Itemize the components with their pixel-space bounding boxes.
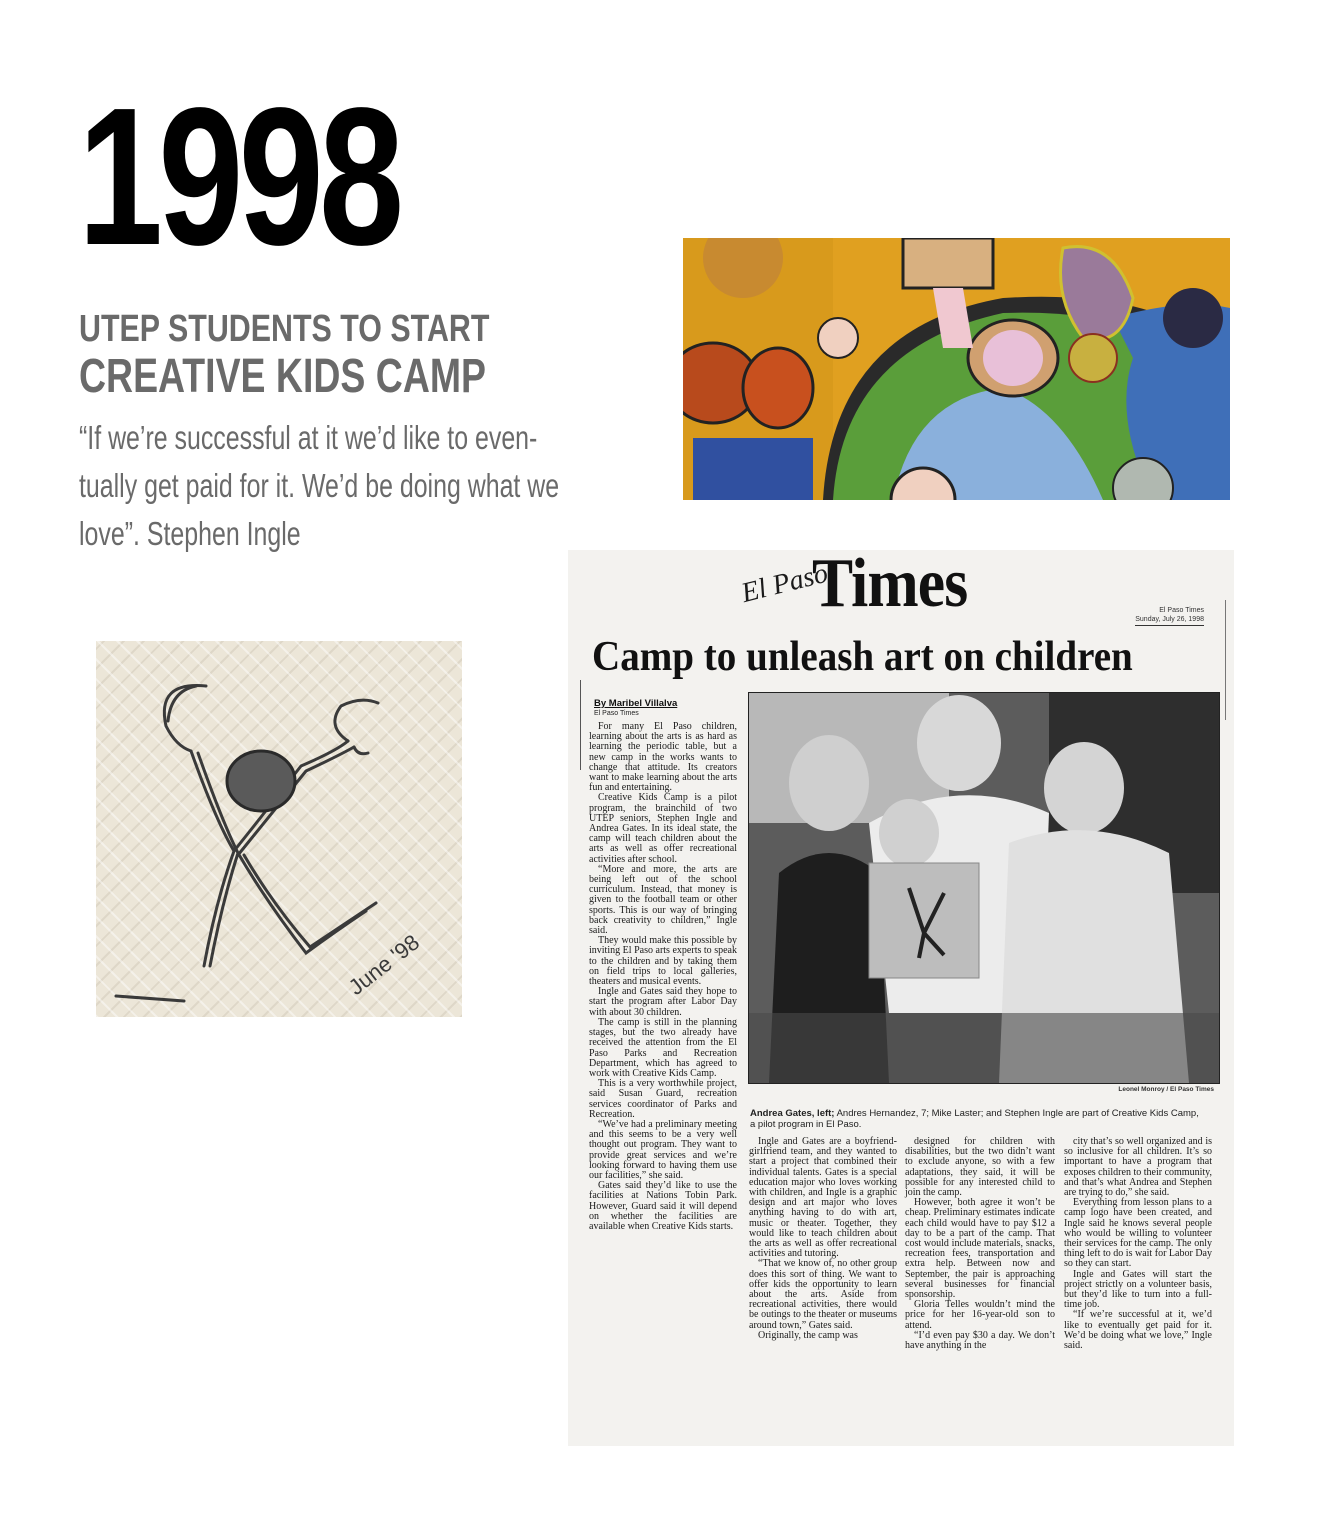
story-kicker: UTEP STUDENTS TO START [79,308,490,350]
quote-line: “If we’re successful at it we’d like to even- [79,419,538,456]
article-paragraph: “We’ve had a preliminary meeting and this seems to be a very well thought out program. They want to provide great services and we’re looking forward to having them use our facilities,” she said. [589,1118,737,1181]
dateline-source: El Paso Times [1159,607,1204,614]
article-paragraph: Ingle and Gates will start the project strictly on a volunteer basis, but they’d like to turn into a full-time job. [1064,1268,1212,1311]
dateline-date: Sunday, July 26, 1998 [1135,615,1204,626]
article-column-2 [749,1137,897,1341]
newspaper-clipping [568,545,1234,1446]
article-paragraph: city that’s so well organized and is so inclusive for all children. It’s so important to have a program that exposes children to their community, and that’s what Andrea and Stephen are trying to do,” she said. [1064,1136,1212,1199]
article-column-4 [1064,1137,1212,1351]
napkin-sketch-image [96,641,462,1017]
photo-credit: Leonel Monroy / El Paso Times [1118,1086,1214,1093]
column-rule [580,680,581,770]
quote-line: tually get paid for it. We’d be doing what we [79,467,560,504]
article-paragraph: “More and more, the arts are being left out of the school curriculum. Instead, that money is given to the football team or other sports. This is our way of bringing back creativity to children,” Ingle said. [589,863,737,937]
article-paragraph: Ingle and Gates are a boyfriend-girlfriend team, and they wanted to start a project that combined their individual talents. Gates is a special education major who loves working with children, and Ingle is a graphic design and art major who loves anything having to do with art, music or theater. Together, they would like to teach children about the arts as well as offer recreational activities and tutoring. [749,1136,897,1260]
article-byline-org: El Paso Times [594,710,639,717]
quote-line: love”. Stephen Ingle [79,515,301,552]
masthead-script: El Paso [738,557,832,610]
article-headline: Camp to unleash art on children [592,634,1133,680]
article-paragraph: This is a very worthwhile project, said Susan Guard, recreation services coordinator of Parks and Recreation. [589,1078,737,1120]
year-heading: 1998 [78,67,400,286]
article-byline: By Maribel Villalva [594,698,678,709]
caption-body: Andres Hernandez, 7; Mike Laster; and Stephen Ingle are part of Creative Kids Camp, a pilot program in El Paso. [750,1108,1199,1130]
article-paragraph: Originally, the camp was [758,1329,858,1341]
dateline [1135,606,1204,626]
napkin-inscription: June '98 [343,929,425,1000]
column-rule [1225,600,1226,720]
caption-lead: Andrea Gates, left; [750,1108,835,1119]
article-column-1 [589,722,737,1232]
article-paragraph: They would make this possible by inviting El Paso arts experts to speak to the children and by taking them on field trips to local galleries, theaters and musical events. [589,935,737,988]
article-paragraph: “If we’re successful at it, we’d like to eventually get paid for it. We’d be doing what we love,” Ingle said. [1064,1309,1212,1352]
story-headline: CREATIVE KIDS CAMP [79,350,487,403]
article-paragraph: The camp is still in the planning stages, but the two already have received the attention from the El Paso Parks and Recreation Department, which has agreed to work with Creative Kids Camp. [589,1016,737,1079]
article-paragraph: Gloria Telles wouldn’t mind the price for her 16-year-old son to attend. [905,1299,1055,1331]
article-paragraph: For many El Paso children, learning about the arts is as hard as learning the periodic table, but a new camp in the works wants to change that attitude. Its creators want to make learning about the arts fun and entertaining. [589,721,737,794]
article-column-3 [905,1137,1055,1351]
article-paragraph: Creative Kids Camp is a pilot program, the brainchild of two UTEP seniors, Stephen Ingle and Andrea Gates. In its ideal state, the camp will teach children about the arts as well as offer recreational activities after school. [589,792,737,865]
stick-figure-logo-sketch [96,641,462,1017]
photo-caption [750,1108,1200,1130]
article-photo [748,692,1220,1084]
article-paragraph: designed for children with disabilities, but the two didn’t want to exclude anyone, so with a few adaptations, they said, it will be possible for any interested child to join the camp. [905,1136,1055,1199]
pull-quote [79,414,608,558]
article-paragraph: However, both agree it won’t be cheap. Preliminary estimates indicate each child would have to pay $12 a day to be a part of the camp. That cost would include materials, snacks, recreation fees, transportation and extra help. Between now and September, the pair is approaching several businesses for financial sponsorship. [905,1197,1055,1301]
article-paragraph: Everything from lesson plans to a camp logo have been created, and Ingle said he knows several people who would be willing to volunteer their services for the camp. The only thing left to do is wait for Labor Day so they can start. [1064,1197,1212,1270]
group-portrait-photo [749,693,1219,1083]
article-paragraph: Ingle and Gates said they hope to start the program after Labor Day with about 30 children. [589,986,737,1018]
article-paragraph: Gates said they’d like to use the facilities at Nations Tobin Park. However, Guard said it will depend on whether the facilities are available when Creative Kids starts. [589,1180,737,1232]
kids-painting-image [683,238,1230,500]
globe-painting-illustration [683,238,1230,500]
masthead-title: Times [812,545,968,622]
article-paragraph: “That we know of, no other group does this sort of thing. We want to offer kids the opportunity to learn about the arts. Aside from recreational activities, there would be outings to the theater or museums around town,” Gates said. [749,1258,897,1331]
article-paragraph: “I’d even pay $30 a day. We don’t have anything in the [905,1329,1055,1352]
